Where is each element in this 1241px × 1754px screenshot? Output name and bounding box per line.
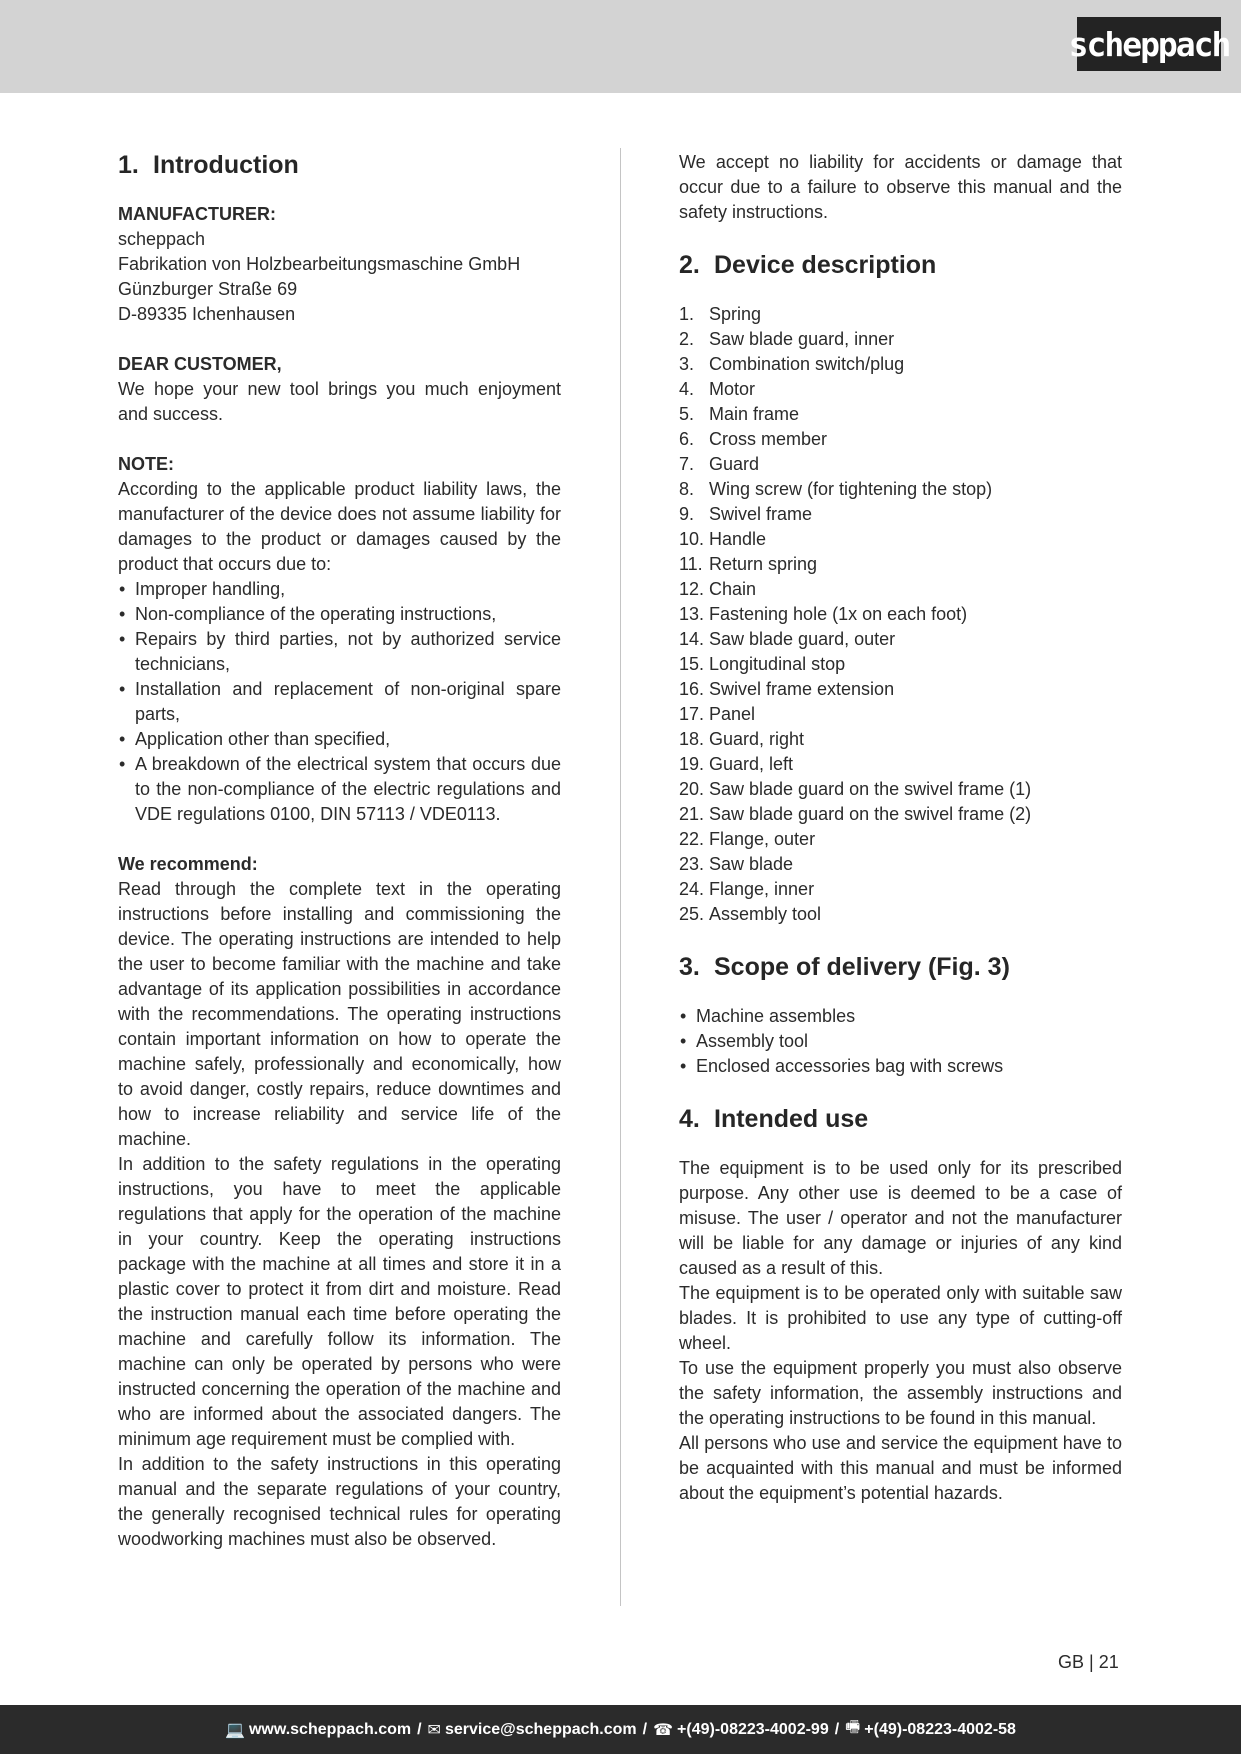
list-item-text: Flange, outer (709, 829, 816, 849)
list-item-number: 16. (679, 679, 705, 699)
manufacturer-line: Günzburger Straße 69 (118, 279, 298, 299)
list-item: • Improper handling, (118, 577, 561, 602)
fax-number: +(49)-08223-4002-58 (864, 1720, 1016, 1738)
list-item-text: Combination switch/plug (709, 354, 905, 374)
section-number: 1. (118, 151, 139, 179)
list-item-text: Panel (709, 704, 756, 724)
scheppach-logo: scheppach (1077, 17, 1221, 71)
list-item-number: 22. (679, 829, 705, 849)
note-text: According to the applicable product liability laws, the manufacturer of the device does not assume liability for damages to the product or damages caused by the product that occurs due to: (118, 479, 561, 574)
section-number: 3. (679, 953, 700, 981)
list-item (679, 527, 1122, 552)
list-item (679, 677, 1122, 702)
list-item-number: 14. (679, 629, 705, 649)
phone-icon: ☎ (653, 1721, 674, 1739)
list-item: • Enclosed accessories bag with screws (679, 1054, 1122, 1079)
list-item (679, 702, 1122, 727)
list-item (679, 777, 1122, 802)
intended-use-paragraph: The equipment is to be used only for its prescribed purpose. Any other use is deemed to be a case of misuse. The user / operator and not the manufacturer will be liable for any damage or injuries of any kind caused as a result of this. (679, 1158, 1122, 1278)
list-item (679, 602, 1122, 627)
list-item-number: 12. (679, 579, 705, 599)
mail-icon: ✉ (427, 1721, 441, 1739)
list-item: • Installation and replacement of non-original spare parts, (118, 677, 561, 727)
list-item (679, 852, 1122, 877)
website-link[interactable]: www.scheppach.com (248, 1720, 412, 1738)
list-item (679, 752, 1122, 777)
list-item-number: 1. (679, 304, 695, 324)
note-bullet-list (118, 577, 561, 827)
list-item-number: 2. (679, 329, 695, 349)
list-item-text: Assembly tool (709, 904, 822, 924)
column-divider (620, 148, 621, 1606)
list-item (679, 377, 1122, 402)
intended-use-paragraph: All persons who use and service the equipment have to be acquainted with this manual and must be informed about the equipment’s potential hazards. (679, 1433, 1122, 1503)
list-item-text: Spring (709, 304, 762, 324)
intended-use-paragraph: The equipment is to be operated only with suitable saw blades. It is prohibited to use any type of cutting-off wheel. (679, 1283, 1122, 1353)
scope-bullet-list (679, 1004, 1122, 1079)
list-item-text: Main frame (709, 404, 800, 424)
right-column (679, 150, 1122, 1506)
page-number-separator: | (1089, 1652, 1094, 1672)
list-item-number: 5. (679, 404, 695, 424)
list-item (679, 577, 1122, 602)
liability-text: We accept no liability for accidents or damage that occur due to a failure to observe this manual and the safety instructions. (679, 152, 1122, 222)
page-number (1058, 1651, 1119, 1673)
list-item (679, 327, 1122, 352)
separator: / (642, 1720, 648, 1738)
list-item-text: Wing screw (for tightening the stop) (709, 479, 993, 499)
list-item-text: Swivel frame extension (709, 679, 895, 699)
list-item-text: Saw blade guard on the swivel frame (1) (709, 779, 1032, 799)
list-item (679, 652, 1122, 677)
list-item (679, 827, 1122, 852)
recommend-paragraph: Read through the complete text in the operating instructions before installing and commissioning the device. The operating instructions are intended to help the user to become familiar with the machine and take advantage of its application possibilities in accordance with the recommendations. The operating instructions contain important information on how to operate the machine safely, professionally and economically, how to avoid danger, costly repairs, reduce downtimes and how to increase reliability and service life of the machine. (118, 879, 561, 1149)
section-number: 2. (679, 251, 700, 279)
section-title: Scope of delivery (Fig. 3) (714, 953, 1010, 981)
list-item-number: 25. (679, 904, 705, 924)
list-item: • Non-compliance of the operating instructions, (118, 602, 561, 627)
phone-number: +(49)-08223-4002-99 (677, 1720, 829, 1738)
page-number-value: 21 (1098, 1652, 1119, 1672)
device-parts-list (679, 302, 1122, 927)
note-label: NOTE: (118, 454, 174, 474)
header-band (0, 0, 1241, 93)
list-item (679, 352, 1122, 377)
section-title: Device description (714, 251, 937, 279)
list-item-number: 18. (679, 729, 705, 749)
list-item-text: Saw blade guard on the swivel frame (2) (709, 804, 1032, 824)
list-item-text: Motor (709, 379, 756, 399)
list-item-number: 4. (679, 379, 695, 399)
list-item-text: Saw blade (709, 854, 794, 874)
list-item-text: Swivel frame (709, 504, 813, 524)
list-item-text: Return spring (709, 554, 818, 574)
list-item (679, 402, 1122, 427)
manufacturer-line: D-89335 Ichenhausen (118, 304, 296, 324)
separator: / (834, 1720, 840, 1738)
recommend-paragraph: In addition to the safety instructions in this operating manual and the separate regulations of your country, the generally recognised technical rules for operating woodworking machines must also be observed. (118, 1454, 561, 1549)
list-item-number: 23. (679, 854, 705, 874)
section-title: Intended use (714, 1105, 869, 1133)
section-heading-device-description (679, 250, 1122, 280)
list-item (679, 802, 1122, 827)
list-item-text: Saw blade guard, outer (709, 629, 896, 649)
list-item (679, 627, 1122, 652)
section-title: Introduction (153, 151, 299, 179)
list-item-number: 24. (679, 879, 705, 899)
list-item (679, 552, 1122, 577)
list-item-text: Chain (709, 579, 757, 599)
manufacturer-line: Fabrikation von Holzbearbeitungsmaschine GmbH (118, 254, 521, 274)
list-item-number: 15. (679, 654, 705, 674)
list-item (679, 302, 1122, 327)
recommend-paragraph: In addition to the safety regulations in the operating instructions, you have to meet the applicable regulations that apply for the operation of the machine in your country. Keep the operating instructions package with the machine at all times and store it in a plastic cover to protect it from dirt and moisture. Read the instruction manual each time before operating the machine and carefully follow its information. The machine can only be operated by persons who were instructed concerning the operation of the machine and who are informed about the associated dangers. The minimum age requirement must be complied with. (118, 1154, 561, 1449)
computer-icon: 💻 (225, 1721, 245, 1739)
section-heading-scope-of-delivery (679, 952, 1122, 982)
intended-use-paragraph: To use the equipment properly you must also observe the safety information, the assembly instructions and the operating instructions to be found in this manual. (679, 1358, 1122, 1428)
list-item-number: 6. (679, 429, 695, 449)
page-language: GB (1058, 1652, 1085, 1672)
section-heading-intended-use (679, 1104, 1122, 1134)
list-item (679, 502, 1122, 527)
list-item-text: Guard (709, 454, 760, 474)
list-item-text: Saw blade guard, inner (709, 329, 895, 349)
list-item-text: Longitudinal stop (709, 654, 846, 674)
fax-icon: 🖷 (845, 1719, 861, 1736)
list-item: • Machine assembles (679, 1004, 1122, 1029)
list-item-number: 19. (679, 754, 705, 774)
list-item (679, 477, 1122, 502)
list-item: • Repairs by third parties, not by authorized service technicians, (118, 627, 561, 677)
section-number: 4. (679, 1105, 700, 1133)
list-item-text: Cross member (709, 429, 828, 449)
list-item-number: 21. (679, 804, 705, 824)
email-link[interactable]: service@scheppach.com (444, 1720, 637, 1738)
separator: / (417, 1720, 422, 1738)
manufacturer-line: scheppach (118, 229, 206, 249)
contact-footer (0, 1705, 1241, 1754)
list-item-text: Handle (709, 529, 767, 549)
list-item-number: 3. (679, 354, 695, 374)
left-column (118, 150, 561, 1552)
list-item-number: 20. (679, 779, 705, 799)
section-heading-introduction (118, 150, 561, 180)
list-item (679, 727, 1122, 752)
list-item-number: 10. (679, 529, 705, 549)
list-item: • Assembly tool (679, 1029, 1122, 1054)
list-item: • Application other than specified, (118, 727, 561, 752)
list-item-text: Fastening hole (1x on each foot) (709, 604, 968, 624)
list-item-number: 13. (679, 604, 705, 624)
list-item: • A breakdown of the electrical system that occurs due to the non-compliance of the electric regulations and VDE regulations 0100, DIN 57113 / VDE0113. (118, 752, 561, 827)
customer-text: We hope your new tool brings you much enjoyment and success. (118, 379, 561, 424)
list-item-text: Guard, left (709, 754, 794, 774)
list-item-number: 17. (679, 704, 705, 724)
list-item-number: 11. (679, 554, 703, 574)
list-item-number: 7. (679, 454, 695, 474)
manufacturer-label: MANUFACTURER: (118, 204, 276, 224)
list-item (679, 427, 1122, 452)
list-item-text: Guard, right (709, 729, 805, 749)
list-item-text: Flange, inner (709, 879, 815, 899)
customer-label: DEAR CUSTOMER, (118, 354, 282, 374)
list-item (679, 902, 1122, 927)
list-item-number: 8. (679, 479, 695, 499)
list-item-number: 9. (679, 504, 695, 524)
list-item (679, 877, 1122, 902)
list-item (679, 452, 1122, 477)
recommend-label: We recommend: (118, 854, 258, 874)
